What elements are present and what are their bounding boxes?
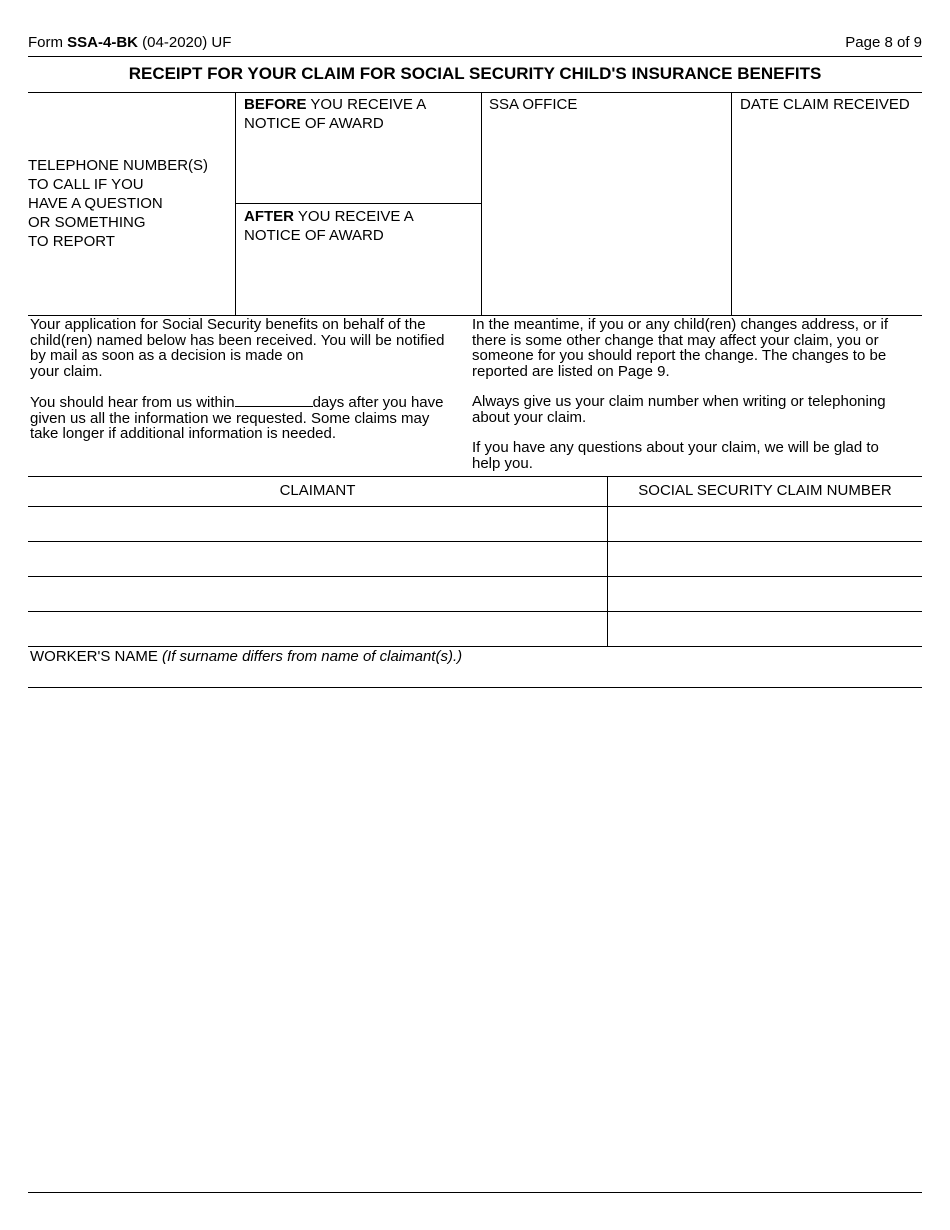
header-divider	[28, 56, 922, 57]
paragraph-line: Your application for Social Security benefits on behalf of the	[30, 316, 426, 333]
claim-number-field[interactable]	[608, 542, 922, 576]
paragraph-line: your claim.	[30, 362, 103, 380]
top-table-top-border	[28, 92, 922, 93]
form-id: SSA-4-BK	[67, 34, 139, 51]
claimant-table-top-border	[28, 476, 922, 477]
footer-divider	[28, 1192, 922, 1193]
days-blank-field[interactable]	[235, 394, 313, 407]
telephone-label-line: HAVE A QUESTION	[28, 195, 163, 212]
form-identifier	[28, 34, 231, 51]
after-award-phone-field[interactable]	[236, 246, 480, 314]
page-title: RECEIPT FOR YOUR CLAIM FOR SOCIAL SECURITY CHILD'S INSURANCE BENEFITS	[128, 64, 822, 83]
paragraph-line: child(ren) named below has been received. You will be notified	[30, 331, 445, 349]
after-bold: AFTER	[244, 208, 294, 225]
paragraph-text: days after you have	[312, 394, 444, 411]
telephone-label-line: TO CALL IF YOU	[28, 176, 144, 193]
paragraph-line: Always give us your claim number when writing or telephoning	[472, 393, 886, 410]
worker-name-label	[30, 648, 462, 665]
claim-number-paragraph	[472, 394, 922, 425]
ssa-office-label: SSA OFFICE	[489, 96, 578, 113]
claimant-name-field[interactable]	[28, 577, 607, 611]
telephone-label-line: TELEPHONE NUMBER(S)	[28, 157, 209, 174]
claimant-name-field[interactable]	[28, 542, 607, 576]
claimant-column-header: CLAIMANT	[279, 482, 356, 499]
form-prefix: Form	[28, 34, 68, 51]
claimant-name-field[interactable]	[28, 507, 607, 541]
paragraph-line: given us all the information we requested. Some claims may	[30, 409, 430, 427]
claimant-name-field[interactable]	[28, 612, 607, 646]
telephone-label-line: TO REPORT	[28, 233, 115, 250]
telephone-label-line: OR SOMETHING	[28, 214, 146, 231]
before-after-divider	[235, 203, 481, 204]
telephone-label	[28, 156, 228, 251]
claim-number-field[interactable]	[608, 507, 922, 541]
questions-paragraph	[472, 440, 922, 471]
claimant-table-bottom-border	[28, 646, 922, 647]
application-received-paragraph	[30, 317, 470, 379]
claim-number-field[interactable]	[608, 612, 922, 646]
date-claim-received-label: DATE CLAIM RECEIVED	[740, 96, 910, 113]
paragraph-line: If you have any questions about your claim, we will be glad to	[472, 439, 879, 456]
worker-label-note: (If surname differs from name of claimant(s).)	[162, 648, 463, 665]
worker-name-field[interactable]	[28, 668, 922, 687]
form-suffix: (04-2020) UF	[138, 34, 232, 51]
page-number: Page 8 of 9	[845, 34, 922, 51]
before-award-label	[244, 95, 476, 133]
paragraph-line: someone for you should report the change. The changes to be	[472, 347, 887, 364]
paragraph-line: take longer if additional information is needed.	[30, 425, 337, 442]
response-time-paragraph	[30, 394, 470, 442]
worker-label-text: WORKER'S NAME	[30, 648, 163, 665]
report-changes-paragraph	[472, 317, 922, 379]
paragraph-line: In the meantime, if you or any child(ren) changes address, or if	[472, 316, 889, 333]
date-claim-received-field[interactable]	[732, 118, 922, 314]
before-line2: NOTICE OF AWARD	[244, 115, 384, 132]
paragraph-line: there is some other change that may affect your claim, you or	[472, 331, 879, 349]
before-bold: BEFORE	[244, 96, 307, 113]
after-line2: NOTICE OF AWARD	[244, 227, 384, 244]
paragraph-line: about your claim.	[472, 408, 587, 426]
claim-number-column-header: SOCIAL SECURITY CLAIM NUMBER	[638, 482, 892, 499]
ssa-office-field[interactable]	[482, 118, 730, 314]
before-award-phone-field[interactable]	[236, 133, 480, 201]
after-award-label	[244, 207, 476, 245]
paragraph-line: help you.	[472, 454, 533, 472]
after-rest: YOU RECEIVE A	[294, 208, 414, 225]
before-rest: YOU RECEIVE A	[306, 96, 427, 113]
paragraph-line: by mail as soon as a decision is made on	[30, 347, 304, 364]
paragraph-line: reported are listed on Page 9.	[472, 362, 670, 380]
claim-number-field[interactable]	[608, 577, 922, 611]
worker-field-bottom-border	[28, 687, 922, 688]
paragraph-text: You should hear from us within	[30, 394, 235, 411]
